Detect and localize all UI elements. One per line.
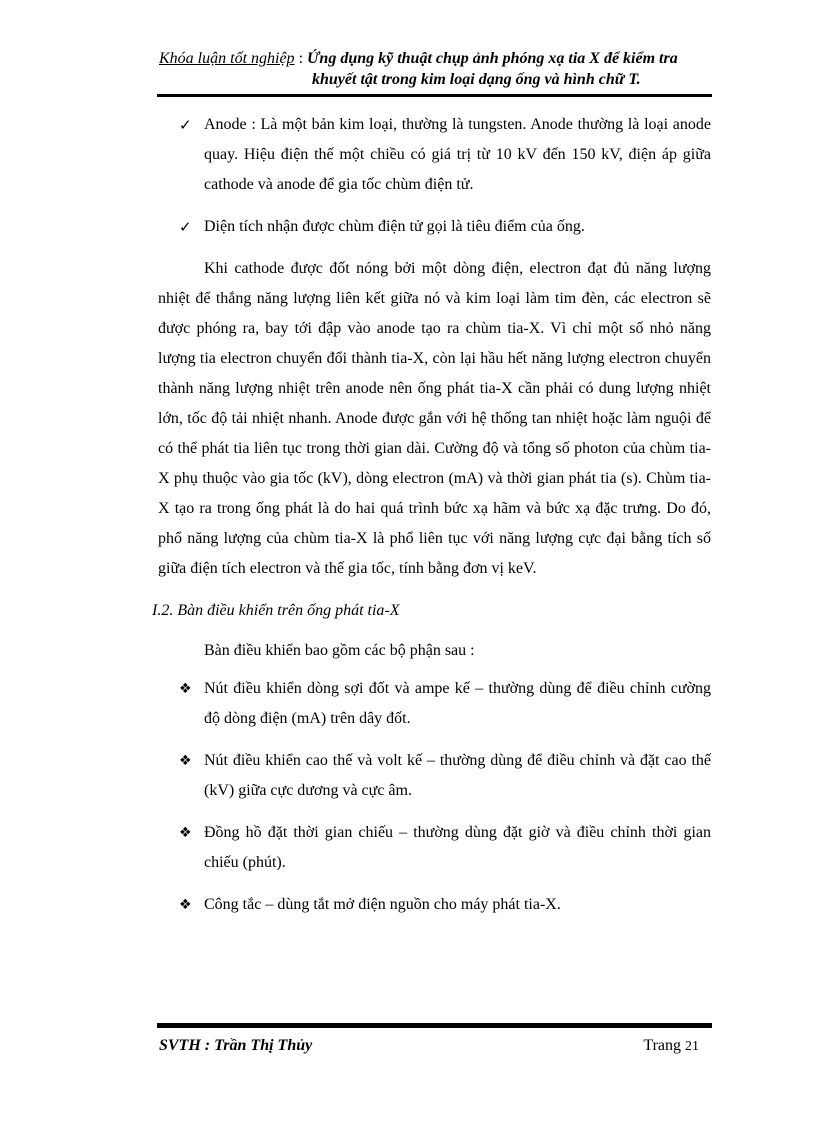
header-line-1 (159, 48, 719, 69)
svth-label: SVTH (159, 1037, 201, 1054)
checklist-text: Diện tích nhận được chùm điện tử gọi là tiêu điểm của ống. (204, 218, 585, 235)
section-heading: I.2. Bàn điều khiển trên ống phát tia-X (152, 602, 400, 619)
component-item (158, 746, 711, 806)
diamond-bullet-icon: ❖ (179, 681, 192, 697)
checkmark-icon: ✓ (179, 116, 192, 134)
footer-author-block (159, 1037, 312, 1054)
page-label: Trang (643, 1037, 681, 1054)
header-separator: : (294, 50, 308, 67)
header-title-line-1: Ứng dụng kỹ thuật chụp ảnh phóng xạ tia X để kiểm tra (307, 50, 678, 67)
checklist-item (158, 110, 711, 200)
checklist-item (158, 212, 711, 242)
author-name: Trần Thị Thủy (214, 1037, 313, 1054)
page-number-block (643, 1037, 699, 1055)
page-footer (159, 1037, 699, 1055)
header-label: Khóa luận tốt nghiệp (159, 50, 295, 67)
page-header (159, 48, 719, 90)
page-number: 21 (685, 1039, 699, 1054)
section-intro: Bàn điều khiển bao gồm các bộ phận sau : (204, 642, 475, 659)
checkmark-icon: ✓ (179, 218, 192, 236)
footer-rule (157, 1023, 712, 1028)
component-text: Công tắc – dùng tắt mở điện nguồn cho máy phát tia-X. (204, 896, 561, 913)
header-title-line-2: khuyết tật trong kim loại dạng ống và hình chữ T. (312, 71, 641, 88)
diamond-bullet-icon: ❖ (179, 897, 192, 913)
svth-separator: : (200, 1037, 215, 1054)
diamond-bullet-icon: ❖ (179, 753, 192, 769)
component-item (158, 890, 711, 920)
component-item (158, 674, 711, 734)
component-text: Đồng hồ đặt thời gian chiếu – thường dùng đặt giờ và điều chỉnh thời gian chiếu (phút). (204, 824, 711, 871)
page-body (152, 110, 711, 932)
component-text: Nút điều khiển cao thế và volt kế – thường dùng để điều chỉnh và đặt cao thế (kV) giữa cực dương và cực âm. (204, 752, 711, 799)
component-text: Nút điều khiển dòng sợi đốt và ampe kế – thường dùng để điều chỉnh cường độ dòng điện (mA) trên dây đốt. (204, 680, 711, 727)
diamond-bullet-icon: ❖ (179, 825, 192, 841)
component-item (158, 818, 711, 878)
checklist-text: Anode : Là một bản kim loại, thường là tungsten. Anode thường là loại anode quay. Hiệu điện thế một chiều có giá trị từ 10 kV đến 150 kV, điện áp giữa cathode và anode để gia tốc chùm điện tử. (204, 116, 711, 193)
body-paragraph: Khi cathode được đốt nóng bởi một dòng điện, electron đạt đủ năng lượng nhiệt để thắng năng lượng liên kết giữa nó và kim loại làm tim đèn, các electron sẽ được phóng ra, bay tới đập vào anode tạo ra chùm tia-X. Vì chỉ một số nhỏ năng lượng tia electron chuyển đổi thành tia-X, còn lại hầu hết năng lượng electron chuyển thành năng lượng nhiệt trên anode nên ống phát tia-X cần phải có dung lượng nhiệt lớn, tốc độ tải nhiệt nhanh. Anode được gắn với hệ thống tan nhiệt hoặc làm nguội để có thể phát tia liên tục trong thời gian dài. Cường độ và tổng số photon của chùm tia-X phụ thuộc vào gia tốc (kV), dòng electron (mA) và thời gian phát tia (s). Chùm tia-X tạo ra trong ống phát là do hai quá trình bức xạ hãm và bức xạ đặc trưng. Do đó, phổ năng lượng của chùm tia-X là phổ liên tục với năng lượng cực đại bằng tích số giữa điện tích electron và thế gia tốc, tính bằng đơn vị keV. (158, 260, 711, 577)
header-rule (157, 94, 712, 97)
